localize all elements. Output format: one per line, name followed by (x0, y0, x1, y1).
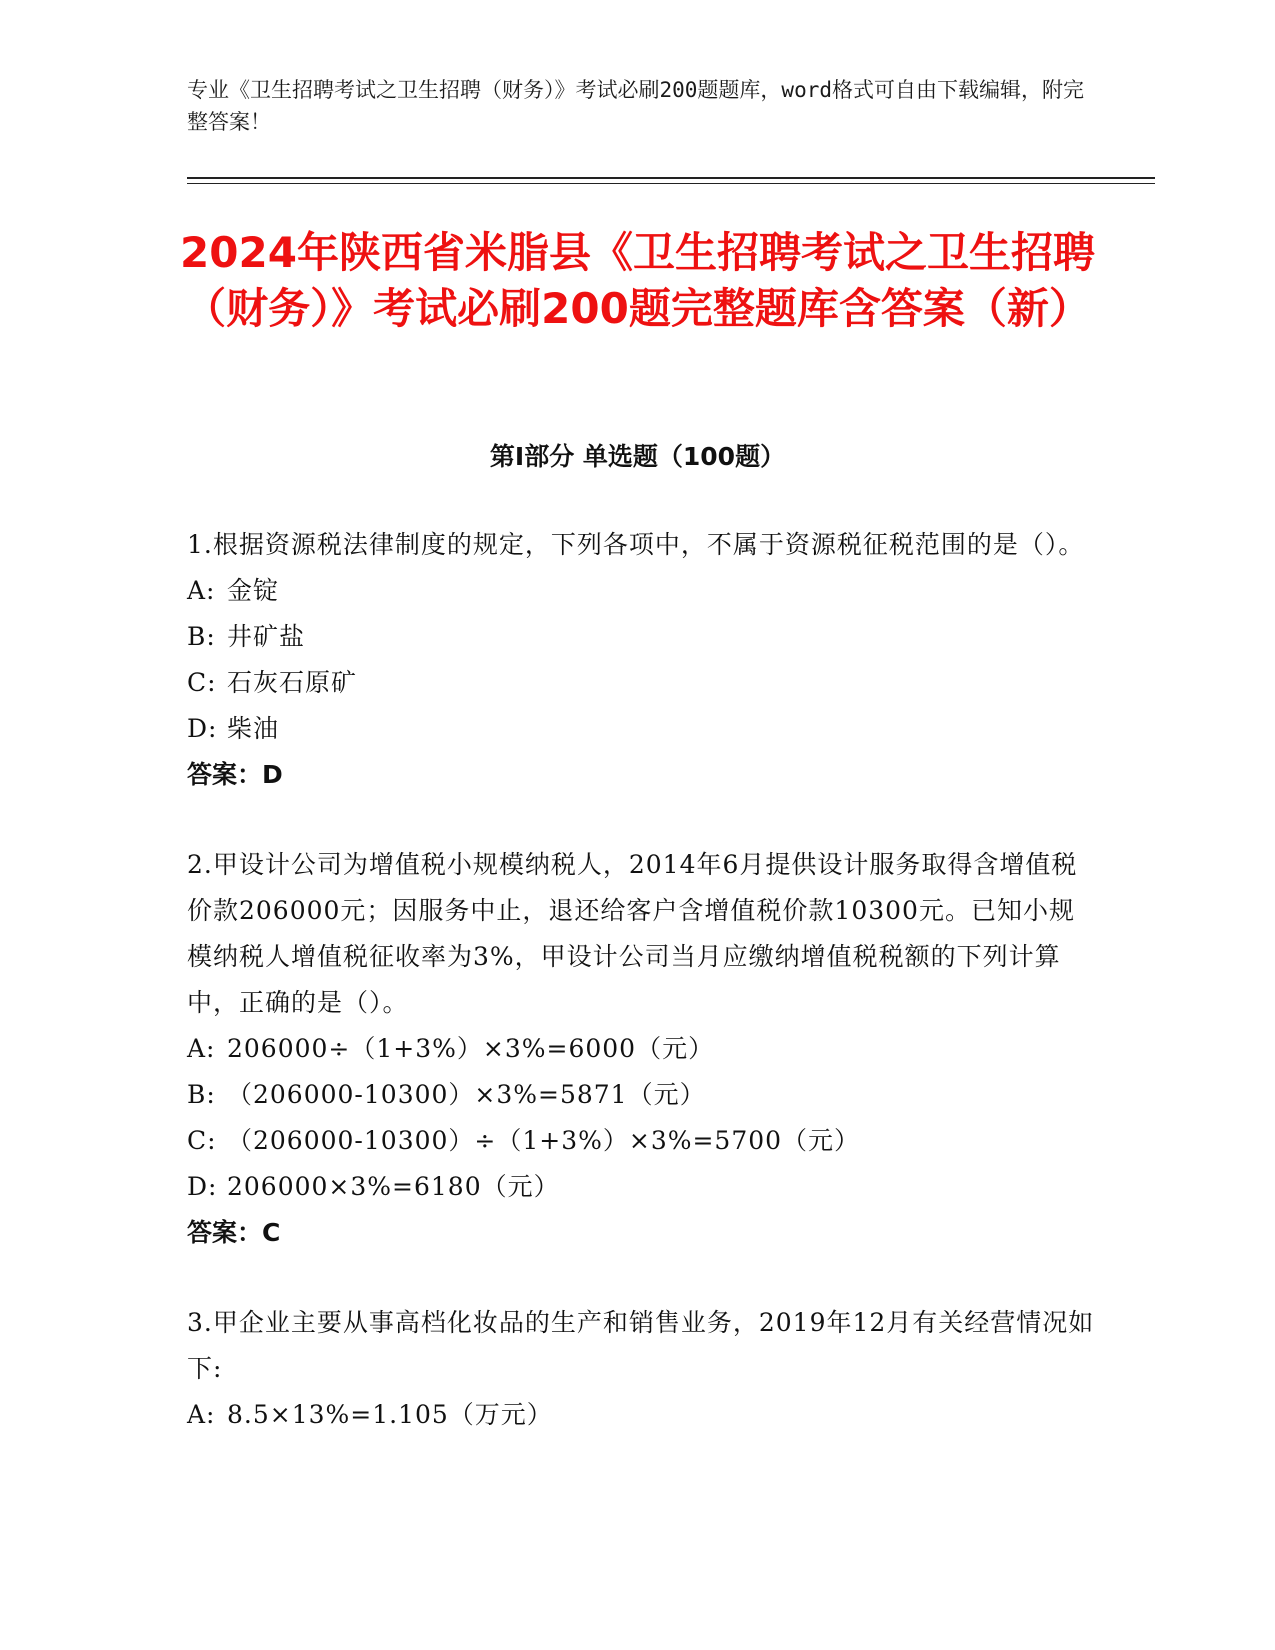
header-note: 专业《卫生招聘考试之卫生招聘（财务）》考试必刷200题题库，word格式可自由下载编辑，附完整答案！ (187, 78, 1084, 134)
header-divider-thick (187, 177, 1155, 179)
option-letter: A: (187, 576, 216, 605)
option-letter: C: (187, 668, 217, 697)
question-item (187, 842, 1097, 1256)
option-letter: B: (187, 1080, 216, 1109)
option-text: （206000-10300）×3%=5871（元） (227, 1080, 706, 1109)
question-option (187, 1392, 1097, 1438)
option-text: 石灰石原矿 (227, 668, 358, 697)
question-list (187, 522, 1097, 1482)
question-option (187, 1026, 1097, 1072)
option-text: 8.5×13%=1.105（万元） (227, 1400, 553, 1429)
header-divider-thin (187, 183, 1155, 184)
option-text: 井矿盐 (227, 622, 306, 651)
question-option (187, 660, 1097, 706)
question-stem: 2.甲设计公司为增值税小规模纳税人，2014年6月提供设计服务取得含增值税价款206000元；因服务中止，退还给客户含增值税价款10300元。已知小规模纳税人增值税征收率为3%，甲设计公司当月应缴纳增值税税额的下列计算中，正确的是（）。 (187, 850, 1078, 1017)
question-option (187, 706, 1097, 752)
option-text: 金锭 (227, 576, 280, 605)
option-letter: B: (187, 622, 216, 651)
option-letter: A: (187, 1034, 216, 1063)
option-text: 206000÷（1+3%）×3%=6000（元） (227, 1034, 715, 1063)
question-item (187, 1300, 1097, 1438)
question-option (187, 614, 1097, 660)
option-text: 柴油 (227, 714, 280, 743)
option-letter: C: (187, 1126, 217, 1155)
question-option (187, 1072, 1097, 1118)
question-answer: 答案：C (187, 1218, 281, 1247)
question-stem: 3.甲企业主要从事高档化妆品的生产和销售业务，2019年12月有关经营情况如下: (187, 1308, 1095, 1383)
question-option (187, 1164, 1097, 1210)
question-item (187, 522, 1097, 798)
question-option (187, 1118, 1097, 1164)
option-letter: D: (187, 714, 218, 743)
question-stem: 1.根据资源税法律制度的规定，下列各项中，不属于资源税征税范围的是（）。 (187, 530, 1085, 559)
option-text: 206000×3%=6180（元） (227, 1172, 560, 1201)
option-letter: A: (187, 1400, 216, 1429)
question-option (187, 568, 1097, 614)
option-letter: D: (187, 1172, 218, 1201)
document-title: 2024年陕西省米脂县《卫生招聘考试之卫生招聘（财务）》考试必刷200题完整题库含答案（新） (180, 228, 1095, 333)
question-answer: 答案：D (187, 760, 283, 789)
section-heading: 第I部分 单选题（100题） (489, 442, 786, 471)
option-text: （206000-10300）÷（1+3%）×3%=5700（元） (227, 1126, 861, 1155)
